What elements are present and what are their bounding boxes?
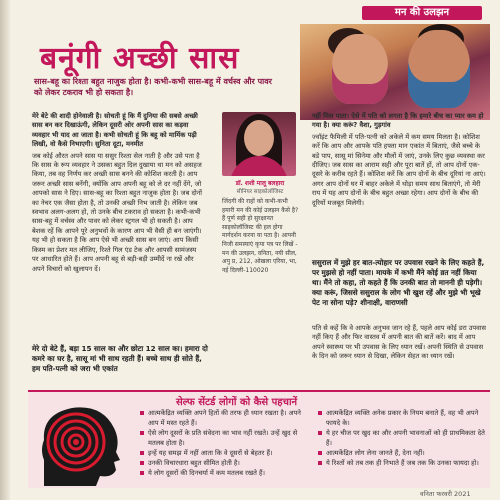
article-lead: सास-बहू का रिश्ता बहुत नाजुक होता है। कभी-कभी सास-बहू में वर्चस्व और पावर को लेकर टकराव भी हो सकता है।	[34, 77, 272, 97]
hero-figure-right	[408, 30, 470, 108]
answer-3: पति से कहें कि वे आपके अनुभव जान रहे हैं, पहले आप कोई डरा उपवास नहीं किए हैं और फिर वास्तव में अपनी बात की बातें करें। बाद में आप अपने स्वास्थ्य पर भी उपवास के लिए ध्यान रखें। अपनी स्थिति से उपवास के दिन को जरूर ध्यान से दिखा, लेकिन सेहत का ध्यान रखें।	[312, 324, 486, 361]
list-item: आत्मकेंद्रित व्यक्ति अनेक प्रकार के नियम बनाते हैं, वह भी अपने फायदे के।	[318, 408, 488, 428]
expert-note: जिंदगी की राहों को कभी-कभी हमारी मन की कोई उलझन कैसे है? हैं पूर्ण सही हो सुरक्षानत साइकोलॉजिस्ट की हल होगा मार्गदर्शन करना या पता है। आपनी निजी समस्याएं कृपा पत्र पर लिखें - मन की उलझन, वनिता, नयी सील, अपु प्र, 212, ओखला एरिया, भा, नई दिल्ली-110020	[222, 198, 299, 274]
list-item: ऐसे लोग दूसरों के प्रति संवेदना का भाव नहीं रखते। उन्हें खुद से मतलब होता है।	[140, 428, 312, 448]
expert-role: सीनियर साइकोलॉजिस्ट	[236, 189, 284, 195]
list-item: ये रिश्तों को तब तक ही निभाते हैं जब तक कि उनका फायदा हो।	[318, 458, 488, 468]
section-tag: मन की उलझन	[362, 6, 482, 20]
list-item: ये लोग दूसरों की दिनचर्या में कम मतलब रखते हैं।	[140, 468, 312, 478]
page-footer: वनिता फरवरी 2021	[420, 490, 471, 498]
question-2-continued: नहीं मिल पाता। ऐसे में पति को लगता है कि हमारे बीच का प्यार कम हो गया है। क्या करूं? वैशा, गुड़गांव	[312, 112, 484, 130]
list-item: आत्मकेंद्रित लोग लेना जानते हैं, देना नहीं।	[318, 448, 488, 458]
list-item: इन्हें यह समझ में नहीं आता कि वे दूसरों से बेहतर हैं।	[140, 448, 312, 458]
question-2: मेरे दो बेटे हैं, बड़ा 15 साल का और छोटा 12 साल का। हमारा दो कमरे का घर है, सासू मां भी साथ रहती हैं। बच्चे साथ ही सोते हैं, हम पति-पत्नी को जरा भी एकांत	[32, 344, 208, 373]
list-item: उनकी विचारधारा बहुत सीमित होती है।	[140, 458, 312, 468]
list-item: ये हर चीज पर खुद का और अपनी भावनाओं को ही प्राथमिकता देते हैं।	[318, 428, 488, 448]
column-right	[312, 112, 488, 208]
expert-photo	[222, 112, 296, 176]
list-item: आत्मकेंद्रित व्यक्ति अपने हितों की तरफ ही ध्यान रखता है। अपने आप में मस्त रहते हैं।	[140, 408, 312, 428]
hero-figure-left	[332, 34, 388, 104]
question-3: ससुराल में मुझे हर बात-त्योहार पर उपवास रखने के लिए कहते हैं, पर मुझसे हो नहीं पाता। मायके में कभी मैंने कोई व्रत नहीं किया था। मैंने तो कहा, तो कहते हैं कि उनकी बात तो माननी ही पड़ेगी। क्या करूं, जिससे ससुराल के लोग भी खुश रहें और मुझे भी भूखे पेट ना सोना पड़े? शीनाक्षी, वाराणसी	[312, 258, 485, 307]
answer-1: जब कोई औरत अपने सास या ससुर रिश्ता सेल नाती है और उसे पता है कि सास के रूप व्यवहार ने उसका बहुत दिल दुखाया था मन को असहज किया, तब वह निर्णय कर अच्छी सास बनने की कोशिश करती है। आप जरूर अच्छी सास बनेंगी, क्योंकि आप अपनी बहू को ले दर नहीं देंगे, जो आपको सास ने दिए। सास-बहू का रिश्ता बहुत नाजुक होता है। जब दोनों का नेचर एक जैसा होता है, तो उनकी अच्छी निभ जाती है। लेकिन जब स्वभाव अलग-अलग हो, तो उनके बीच टकराव हो सकता है। कभी-कभी सास-बहू में वर्चस्व और पावर को लेकर स्ट्रगल भी हो सकती है। आप बेशक रहें कि आपने पूरे अनुभवों के कारण आप भी वैसी ही बन जाएंगी। यह भी हो सकता है कि आप ऐसे भी अच्छी सास बन जाएं। आप किसी किस्म का प्रेशर मत लीजिए, रिश्ते गिल एंड टेक और आपसी सामंजस्य पर आधारित होते हैं। आप अपनी बहू से बड़ी-बड़ी उम्मीदें ना रखें और अपने विचारों को खुलापन दें।	[32, 151, 203, 273]
expert-name: डॉ. शशी मालू बलहारा	[235, 180, 285, 187]
expert-face	[244, 120, 274, 156]
traits-list-left	[140, 408, 312, 478]
hero-photo	[300, 24, 490, 120]
question-1: मेरे बेटे की शादी होनेवाली है। सोचती हूं कि मैं दुनिया की सबसे अच्छी सास बन कर दिखाऊंगी, लेकिन दूसरी ओर अपनी सास का कड़वा व्यवहार भी याद आ जाता है। कभी सोचती हूं कि बहू को मार्मिक पढ़ी लिखी, वो कैसे निभाएगी। सुनिता दूटा, मनमीत	[32, 112, 198, 149]
head-spiral-icon	[34, 400, 124, 486]
traits-list-right	[318, 408, 488, 468]
article-title: बनूंगी अच्छी सास	[40, 41, 240, 76]
page-spine	[0, 0, 10, 500]
column-left	[32, 112, 204, 274]
info-box-title: सेल्फ सेंटर्ड लोगों को कैसे पहचानें	[176, 397, 298, 408]
answer-2: ज्वॉइंट फैमिली में पति-पत्नी को अकेले में कम समय मिलता है। कोशिश करें कि आप और आपके पति हफ्ता मान एकांत में बिताएं, जैसे बच्चे के बडे पाप, सासू मां सिनेमा और मौलों में जाएं, उनके लिए कुछ व्यवस्था कर दीजिए। जब सास का आराम सही और पूरा बातें हों, तो आप दोनों एक-दूसरे के करीब रहते हैं। कोशिश करें कि आप दोनों के बीच दूरियां ना आएं। अगर आप दोनों घर में बाहर अकेले में थोड़ा समय साथ बिताएंगे, तो मेरी राय में यह आप दोनों के बीच बहुत अच्छा रहेगा। आप दोनों के बीच की दूरियों मजबूत मिलेगी।	[312, 132, 486, 207]
